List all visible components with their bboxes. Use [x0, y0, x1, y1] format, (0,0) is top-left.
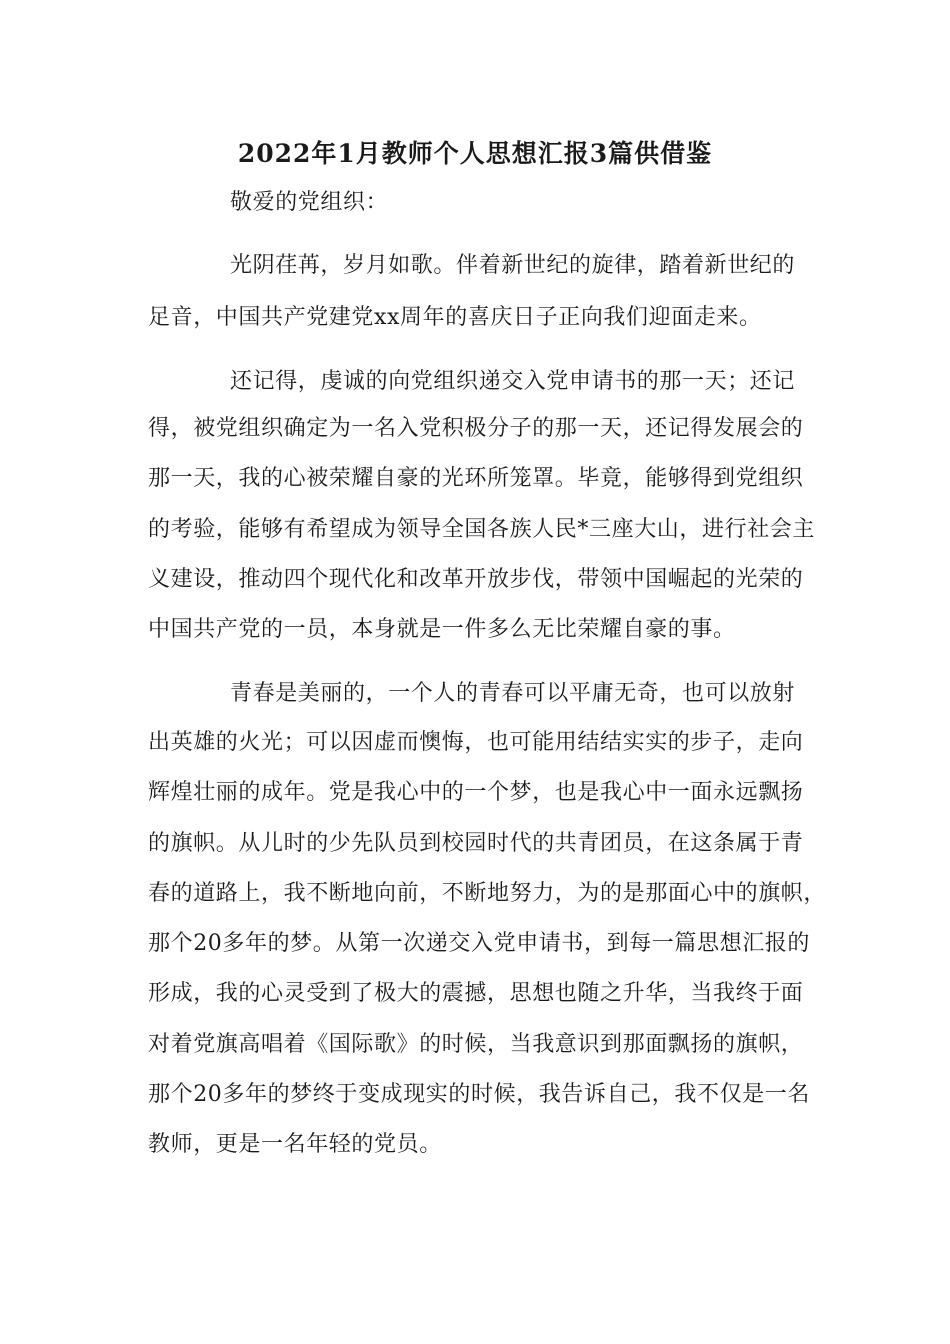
- paragraph-2-line-3: 那一天，我的心被荣耀自豪的光环所笼罩。毕竟，能够得到党组织: [148, 466, 804, 491]
- paragraph-1-line-1: 光阴荏苒，岁月如歌。伴着新世纪的旋律，踏着新世纪的: [230, 253, 796, 278]
- document-title: 2022年1月教师个人思想汇报3篇供借鉴: [237, 139, 713, 168]
- paragraph-3-line-5: 春的道路上，我不断地向前，不断地努力，为的是那面心中的旗帜，: [148, 881, 827, 906]
- paragraph-3-line-6: 那个20多年的梦。从第一次递交入党申请书，到每一篇思想汇报的: [148, 931, 810, 956]
- paragraph-3-line-7: 形成，我的心灵受到了极大的震撼，思想也随之升华，当我终于面: [148, 981, 804, 1006]
- paragraph-3-line-3: 辉煌壮丽的成年。党是我心中的一个梦，也是我心中一面永远飘扬: [148, 780, 804, 805]
- paragraph-2-line-2: 得，被党组织确定为一名入党积极分子的那一天，还记得发展会的: [148, 416, 804, 441]
- paragraph-1-line-2: 足音，中国共产党建党xx周年的喜庆日子正向我们迎面走来。: [148, 305, 762, 330]
- paragraph-2-line-5: 义建设，推动四个现代化和改革开放步伐，带领中国崛起的光荣的: [148, 567, 804, 592]
- paragraph-3-line-10: 教师，更是一名年轻的党员。: [148, 1132, 442, 1157]
- paragraph-3-line-9: 那个20多年的梦终于变成现实的时候，我告诉自己，我不仅是一名: [148, 1082, 810, 1107]
- paragraph-2-line-6: 中国共产党的一员，本身就是一件多么无比荣耀自豪的事。: [148, 617, 736, 642]
- salutation: 敬爱的党组织：: [230, 190, 389, 215]
- paragraph-3-line-1: 青春是美丽的，一个人的青春可以平庸无奇，也可以放射: [230, 681, 796, 706]
- paragraph-3-line-8: 对着党旗高唱着《国际歌》的时候，当我意识到那面飘扬的旗帜，: [148, 1032, 804, 1057]
- paragraph-3-line-4: 的旗帜。从儿时的少先队员到校园时代的共青团员，在这条属于青: [148, 831, 804, 856]
- paragraph-2-line-4: 的考验，能够有希望成为领导全国各族人民*三座大山，进行社会主: [148, 517, 816, 542]
- paragraph-2-line-1: 还记得，虔诚的向党组织递交入党申请书的那一天；还记: [230, 369, 796, 394]
- paragraph-3-line-2: 出英雄的火光；可以因虚而懊悔，也可能用结结实实的步子，走向: [148, 730, 804, 755]
